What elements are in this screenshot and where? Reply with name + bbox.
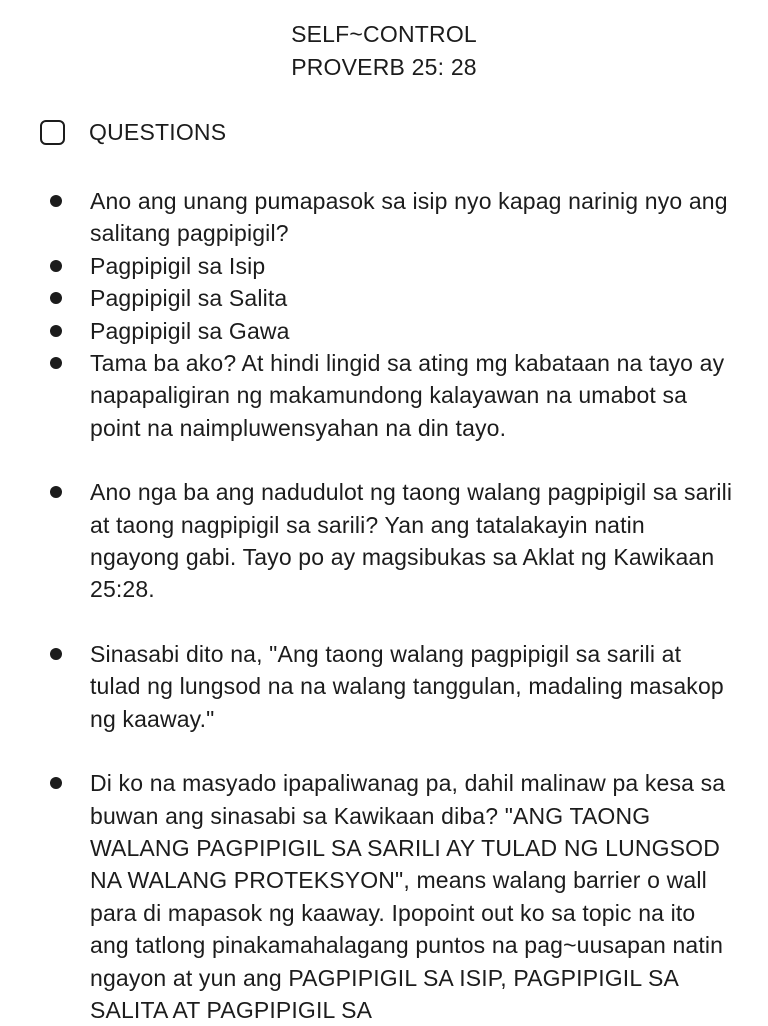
list-item-text: Tama ba ako? At hindi lingid sa ating mg kabataan na tayo ay napapaligiran ng makamundong kalayawan na umabot sa point na naimpluwensyahan na din tayo. [90,350,725,441]
list-item [0,767,768,1026]
checkbox-icon[interactable] [40,120,65,145]
list-item-text: Pagpipigil sa Gawa [90,317,290,344]
bullet-icon [50,325,62,337]
questions-label: QUESTIONS [89,119,227,145]
list-item-text: Pagpipigil sa Isip [90,252,266,279]
list-item-text: Sinasabi dito na, "Ang taong walang pagpipigil sa sarili at tulad ng lungsod na na walang tanggulan, madaling masakop ng kaaway." [90,640,724,732]
list-item-text: Pagpipigil sa Salita [90,285,288,312]
bullet-icon [50,260,62,272]
bullet-icon [50,292,62,304]
questions-checklist-item[interactable] [40,116,226,148]
list-item [0,315,768,347]
list-item-text: Ano nga ba ang nadudulot ng taong walang pagpipigil sa sarili at taong nagpipigil sa sarili? Yan ang tatalakayin natin ngayong gabi. Tayo po ay magsibukas sa Aklat ng Kawikaan 25:28. [90,479,733,603]
bullet-icon [50,777,62,789]
document-header [0,18,768,84]
bullet-icon [50,195,62,207]
list-item-text: Di ko na masyado ipapaliwanag pa, dahil malinaw pa kesa sa buwan ang sinasabi sa Kawikaan diba? "ANG TAONG WALANG PAGPIPIGIL SA SARILI AY TULAD NG LUNGSOD NA WALANG PROTEKSYON", means walang barrier o wall para di mapasok ng kaaway. Ipopoint out ko sa topic na ito ang tatlong pinakamahalagang puntos na pag~uusapan natin ngayon at yun ang PAGPIPIGIL SA ISIP, PAGPIPIGIL SA SALITA AT PAGPIPIGIL SA [90,770,726,1023]
bullet-icon [50,486,62,498]
document-title: SELF~CONTROL [291,21,477,47]
list-item-text: Ano ang unang pumapasok sa isip nyo kapag narinig nyo ang salitang pagpipigil? [90,188,728,247]
list-item [0,347,768,444]
list-item [0,250,768,282]
document-subtitle: PROVERB 25: 28 [291,54,477,80]
bullet-icon [50,357,62,369]
bullet-icon [50,648,62,660]
list-item [0,476,768,606]
list-item [0,638,768,735]
list-item [0,185,768,250]
list-item [0,282,768,314]
bullet-list [0,185,768,1026]
